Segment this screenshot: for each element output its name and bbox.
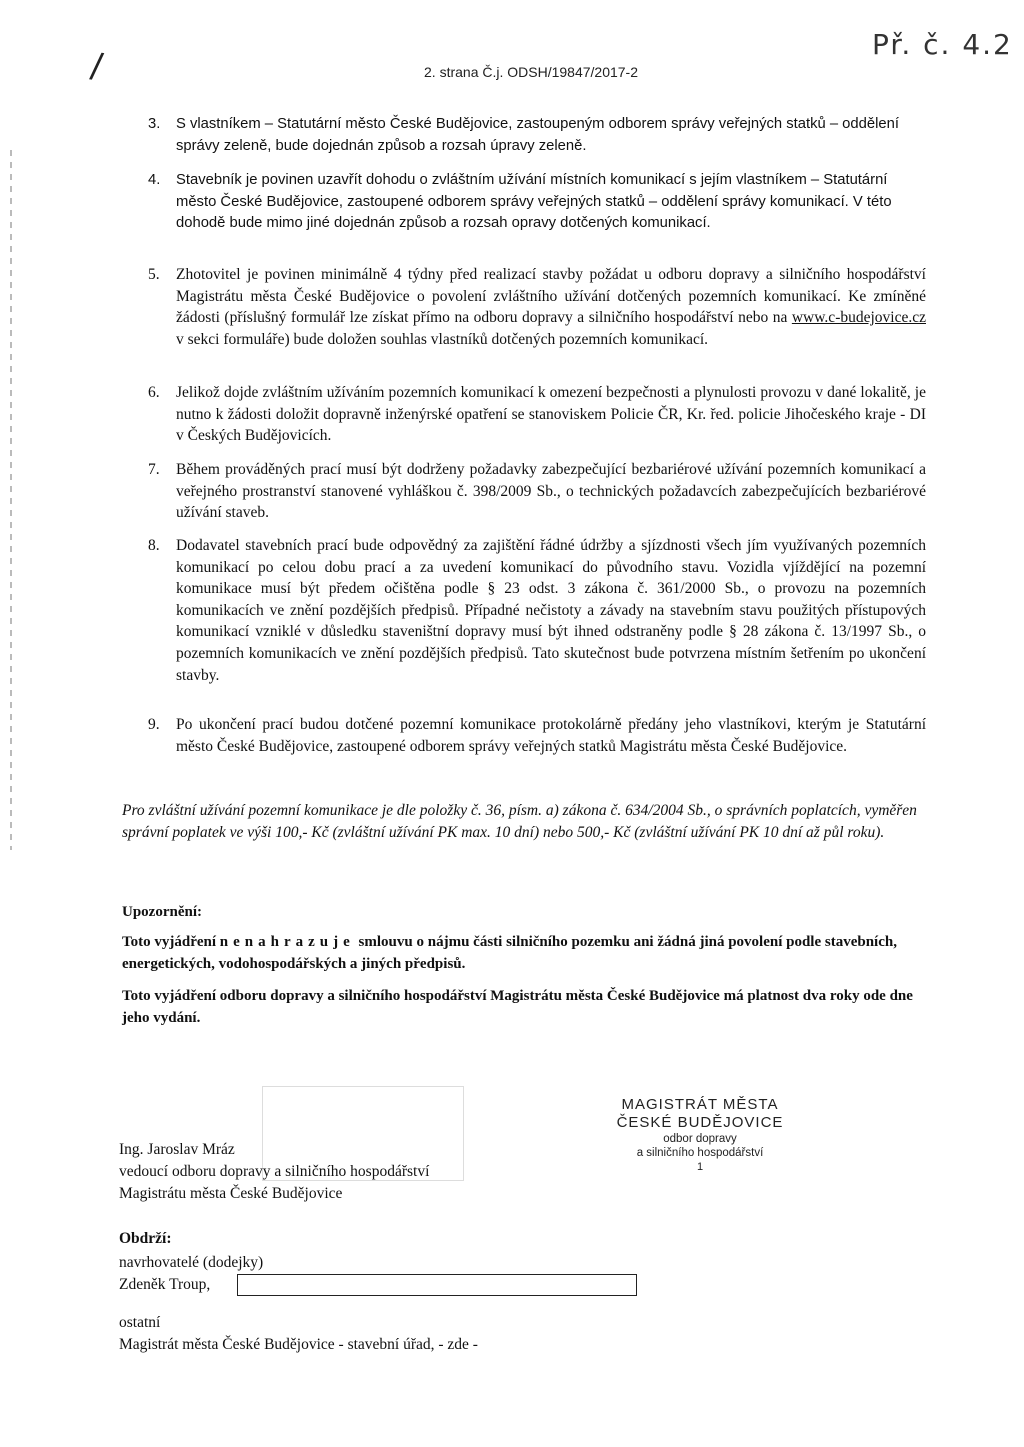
list-item <box>148 382 926 447</box>
item-number: 6. <box>148 384 160 401</box>
recipients-group-1: navrhovatelé (dodejky) <box>119 1254 264 1271</box>
list-item <box>148 170 926 235</box>
item-text: Jelikož dojde zvláštním užíváním pozemních komunikací k omezení bezpečnosti a plynulosti provozu v dané lokalitě, je nutno k žádosti doložit dopravně inženýrské opatření se stanoviskem Policie ČR, Kr. řed. policie Jihočeského kraje - DI v Českých Budějovicích. <box>176 384 926 445</box>
fee-note: Pro zvláštní užívání pozemní komunikace je dle položky č. 36, písm. a) zákona č. 634/2004 Sb., o správních poplatcích, vyměřen správní poplatek ve výši 100,- Kč (zvláštní užívání PK max. 10 dní) nebo 500,- Kč (zvláštní užívání PK 10 dní až půl roku). <box>122 802 917 841</box>
recipients-group-2: ostatní <box>119 1314 161 1331</box>
item-number: 8. <box>148 537 160 554</box>
item-number: 9. <box>148 716 160 733</box>
item-number: 5. <box>148 266 160 283</box>
item-number: 7. <box>148 461 160 478</box>
list-item <box>148 714 926 757</box>
list-item <box>148 264 926 350</box>
signatory-office: Magistrátu města České Budějovice <box>119 1185 343 1202</box>
handwritten-mark: / <box>88 45 106 87</box>
item-number: 4. <box>148 172 161 188</box>
warning-paragraph-2: Toto vyjádření odboru dopravy a silničního hospodářství Magistrátu města České Budějovice má platnost dva roky ode dne jeho vydání. <box>122 988 913 1026</box>
item-text: S vlastníkem – Statutární město České Budějovice, zastoupeným odborem správy veřejných statků – oddělení správy zeleně, bude dojednán způsob a rozsah úpravy zeleně. <box>176 116 899 154</box>
warning-paragraph-1: Toto vyjádření nenahrazuje smlouvu o nájmu části silničního pozemku ani žádná jiná povolení podle stavebních, energetických, vodohospodářských a jiných předpisů. <box>122 934 897 972</box>
official-stamp: MAGISTRÁT MĚSTA ČESKÉ BUDĚJOVICE odbor dopravy a silničního hospodářství 1 <box>616 1096 784 1173</box>
handwritten-attachment-number: Př. č. 4.2 <box>872 28 1013 61</box>
item-text: Dodavatel stavebních prací bude odpovědný za zajištění řádné údržby a sjízdnosti všech jím využívaných pozemních komunikací po celou dobu prací a za uvedení komunikací do původního stavu. Vozidla vjíždějící na pozemní komunikace musí být předem očištěna podle § 23 odst. 3 zákona č. 361/2000 Sb., o provozu na pozemních komunikacích ve znění pozdějších předpisů. Případné nečistoty a závady na stavebním stavu použitých přístupových komunikací vzniklé v důsledku staveništní dopravy musí být ihned odstraněny podle § 28 zákona č. 13/1997 Sb., o pozemních komunikacích ve znění pozdějších předpisů. Tato skutečnost bude potvrzena místním šetřením po ukončení stavby. <box>176 537 926 684</box>
recipient-office: Magistrát města České Budějovice - stavební úřad, - zde - <box>119 1336 478 1353</box>
list-item <box>148 114 926 157</box>
warning-heading: Upozornění: <box>122 904 202 920</box>
signatory-role: vedoucí odboru dopravy a silničního hospodářství <box>119 1163 430 1180</box>
item-number: 3. <box>148 116 161 132</box>
item-text: Po ukončení prací budou dotčené pozemní komunikace protokolárně předány jeho vlastníkovi, kterým je Statutární město České Budějovice, zastoupené odborem správy veřejných statků Magistrátu města České Budějovice. <box>176 716 926 755</box>
list-item <box>148 535 926 686</box>
item-text: Zhotovitel je povinen minimálně 4 týdny před realizací stavby požádat u odboru dopravy a silničního hospodářství Magistrátu města České Budějovice o povolení zvláštního užívání dotčených pozemních komunikací. Ke zmíněné žádosti (příslušný formulář lze získat přímo na odboru dopravy a silničního hospodářství nebo na www.c-budejovice.cz v sekci formuláře) bude doložen souhlas vlastníků dotčených pozemních komunikací. <box>176 266 926 348</box>
list-item <box>148 459 926 524</box>
recipient-person: Zdeněk Troup, <box>119 1276 211 1293</box>
item-text: Během prováděných prací musí být dodrženy požadavky zabezpečující bezbariérové užívání pozemních komunikací a veřejného prostranství stanovené vyhláškou č. 398/2009 Sb., o technických požadavcích zabezpečujících bezbariérové užívání staveb. <box>176 461 926 522</box>
item-text: Stavebník je povinen uzavřít dohodu o zvláštním užívání místních komunikací s jejím vlastníkem – Statutární město České Budějovice, zastoupené odborem správy veřejných statků – oddělení správy komunikací. V této dohodě bude mimo jiné dojednán způsob a rozsah opravy dotčených komunikací. <box>176 172 892 232</box>
redacted-address <box>237 1274 637 1296</box>
website-link[interactable]: www.c-budejovice.cz <box>791 309 926 327</box>
signatory-name: Ing. Jaroslav Mráz <box>119 1141 235 1158</box>
recipients-heading: Obdrží: <box>119 1230 172 1247</box>
page-reference: 2. strana Č.j. ODSH/19847/2017-2 <box>424 64 639 80</box>
scan-margin-artifact <box>10 150 12 850</box>
